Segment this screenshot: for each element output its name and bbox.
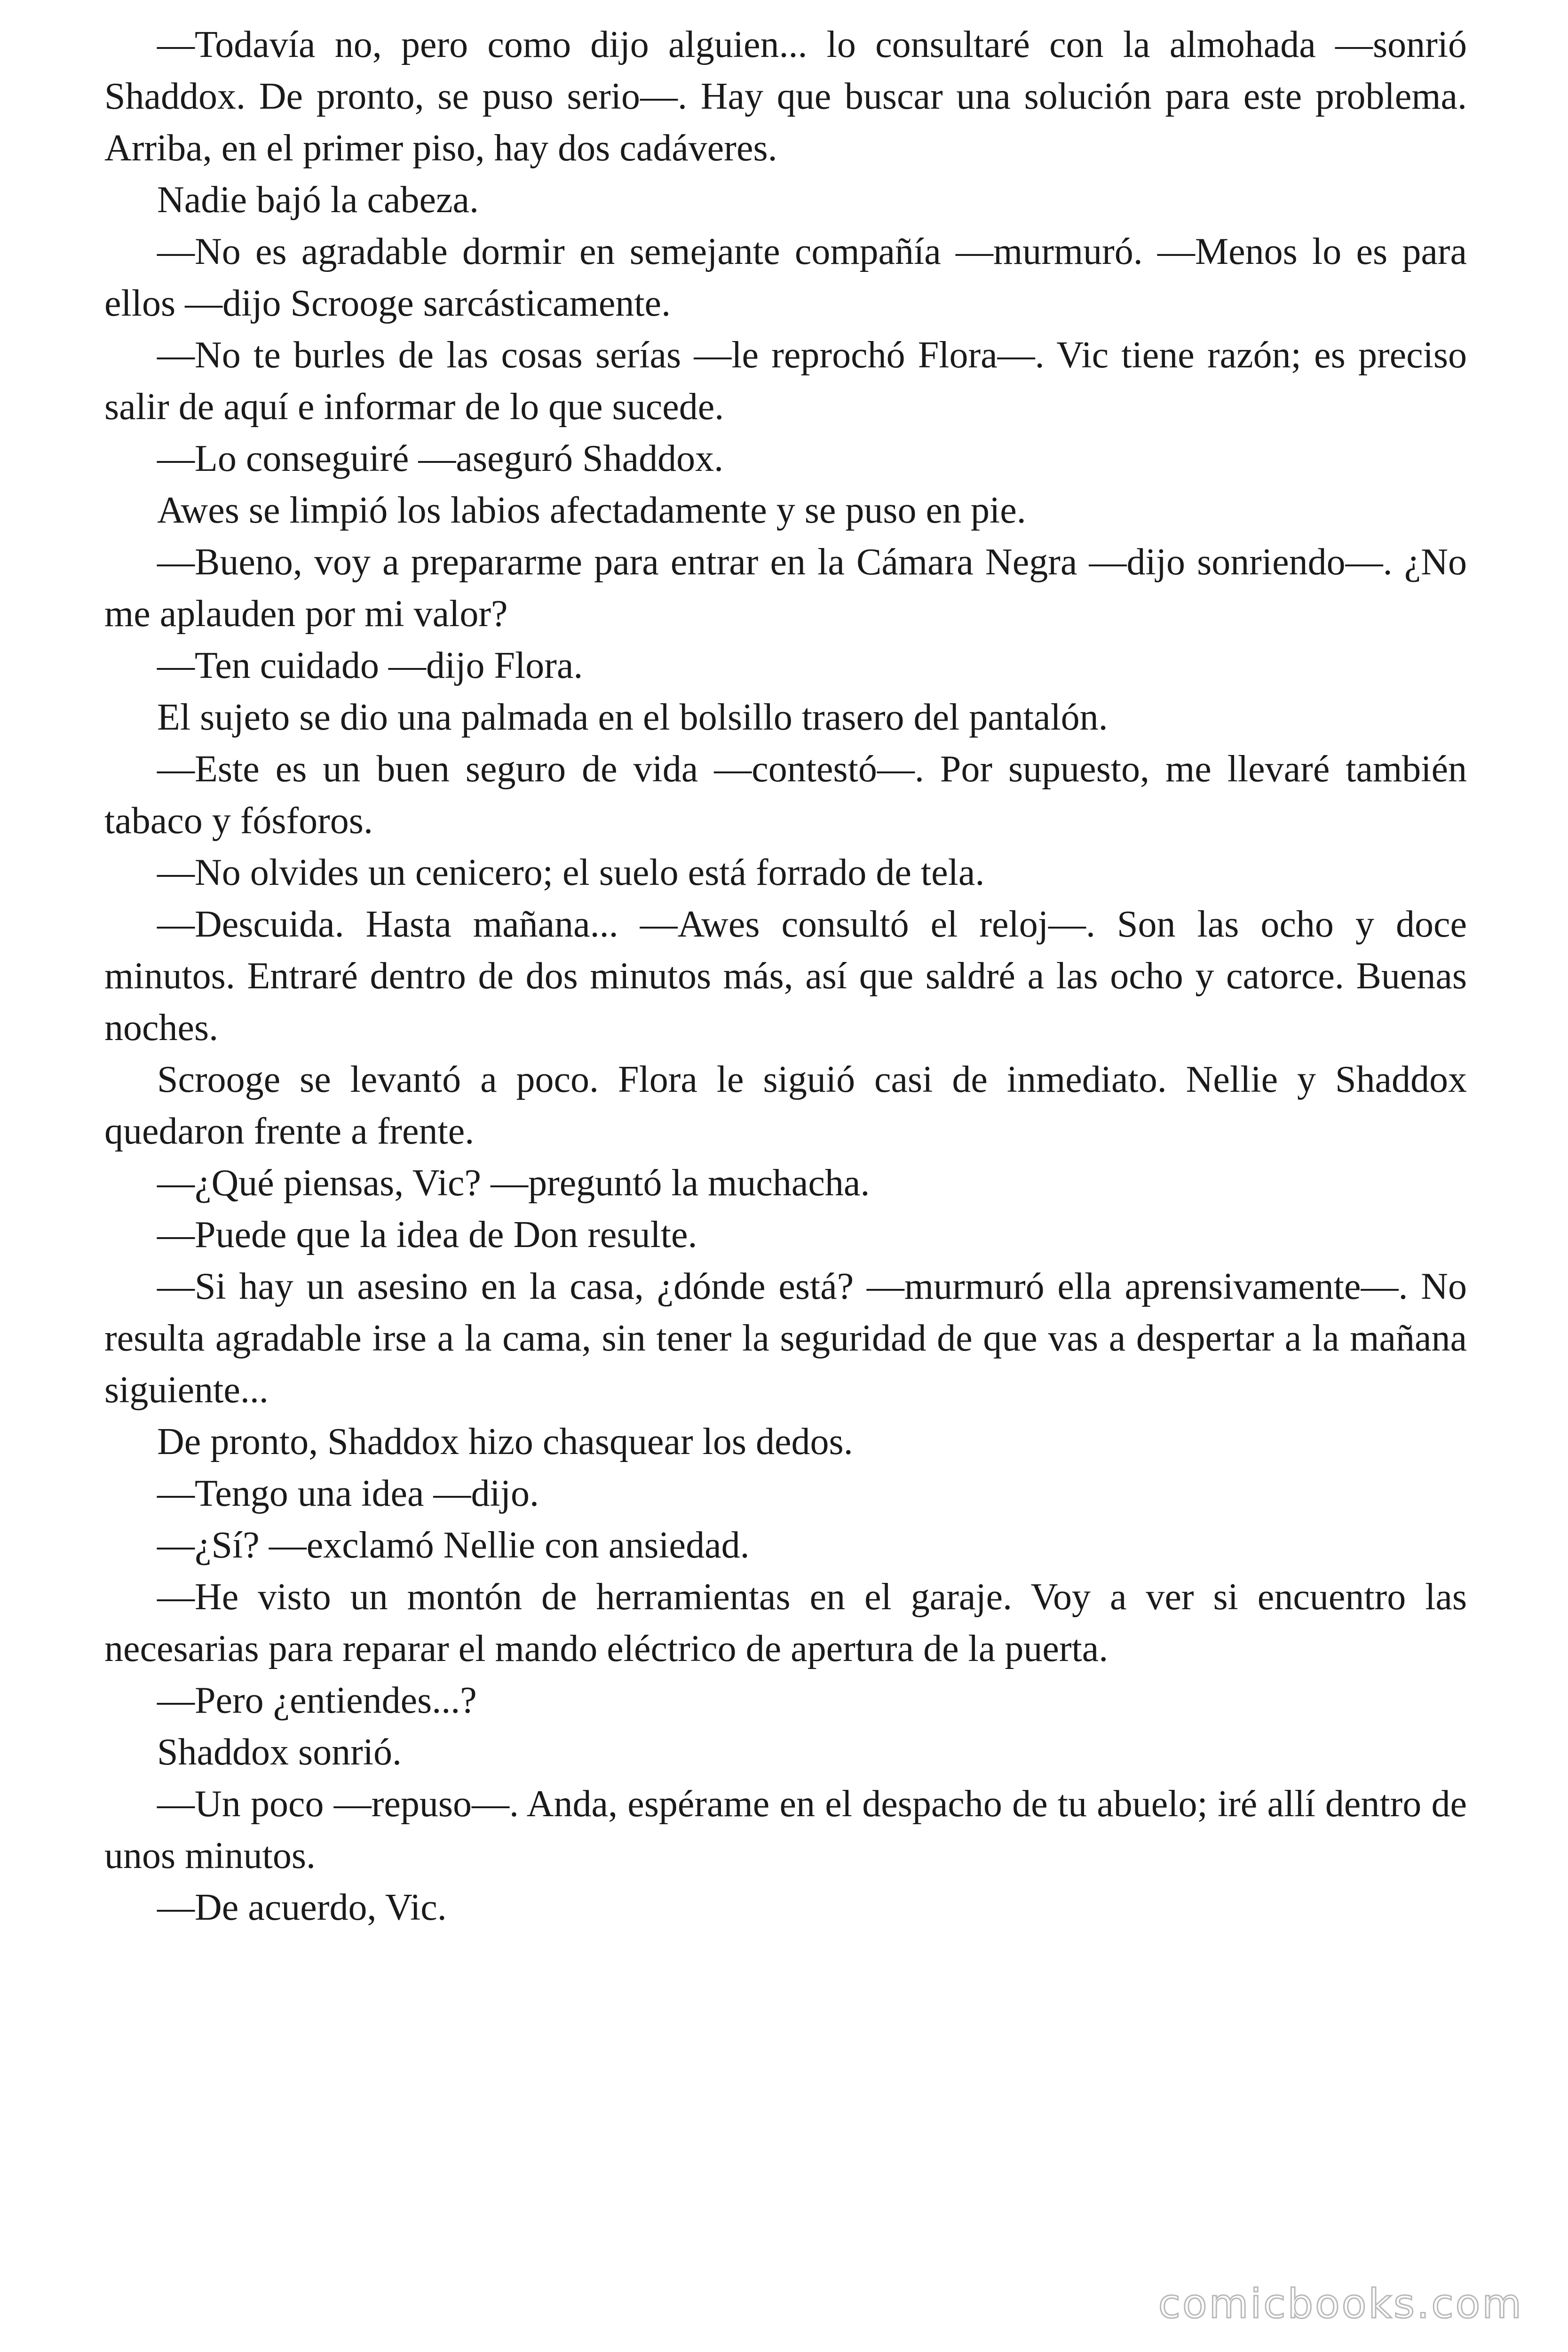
paragraph: El sujeto se dio una palmada en el bolsillo trasero del pantalón. (157, 697, 1108, 738)
paragraph: —¿Sí? —exclamó Nellie con ansiedad. (157, 1525, 750, 1566)
paragraph: De pronto, Shaddox hizo chasquear los dedos. (157, 1421, 853, 1462)
paragraph: Nadie bajó la cabeza. (157, 179, 479, 221)
paragraph: —Puede que la idea de Don resulte. (157, 1214, 697, 1255)
body-text (104, 19, 1467, 1933)
paragraph: —Si hay un asesino en la casa, ¿dónde está? —murmuró ella aprensivamente—. No resulta agradable irse a la cama, sin tener la seguridad de que vas a despertar a la mañana siguiente... (104, 1266, 1467, 1411)
paragraph: Shaddox sonrió. (157, 1732, 402, 1773)
paragraph: —No es agradable dormir en semejante compañía —murmuró. —Menos lo es para ellos —dijo Scrooge sarcásticamente. (104, 231, 1467, 324)
paragraph: —Este es un buen seguro de vida —contestó—. Por supuesto, me llevaré también tabaco y fósforos. (104, 748, 1467, 842)
paragraph: —Un poco —repuso—. Anda, espérame en el despacho de tu abuelo; iré allí dentro de unos minutos. (104, 1783, 1467, 1876)
paragraph: —Ten cuidado —dijo Flora. (157, 645, 583, 686)
paragraph: —Tengo una idea —dijo. (157, 1473, 539, 1514)
paragraph: —No olvides un cenicero; el suelo está forrado de tela. (157, 852, 985, 893)
paragraph: —No te burles de las cosas serías —le reprochó Flora—. Vic tiene razón; es preciso salir de aquí e informar de lo que sucede. (104, 334, 1467, 428)
paragraph: Awes se limpió los labios afectadamente y se puso en pie. (157, 490, 1026, 531)
paragraph: —Todavía no, pero como dijo alguien... lo consultaré con la almohada —sonrió Shaddox. De pronto, se puso serio—. Hay que buscar una solución para este problema. Arriba, en el primer piso, hay dos cadáveres. (104, 24, 1467, 169)
paragraph: —¿Qué piensas, Vic? —preguntó la muchacha. (157, 1162, 870, 1204)
paragraph: —De acuerdo, Vic. (157, 1887, 447, 1928)
paragraph: Scrooge se levantó a poco. Flora le siguió casi de inmediato. Nellie y Shaddox quedaron frente a frente. (104, 1059, 1467, 1152)
watermark: comicbooks.com (1158, 2280, 1523, 2328)
paragraph: —Pero ¿entiendes...? (157, 1680, 477, 1721)
paragraph: —He visto un montón de herramientas en el garaje. Voy a ver si encuentro las necesarias para reparar el mando eléctrico de apertura de la puerta. (104, 1576, 1467, 1669)
paragraph: —Descuida. Hasta mañana... —Awes consultó el reloj—. Son las ocho y doce minutos. Entraré dentro de dos minutos más, así que saldré a las ocho y catorce. Buenas noches. (104, 904, 1467, 1049)
paragraph: —Lo conseguiré —aseguró Shaddox. (157, 438, 724, 479)
paragraph: —Bueno, voy a prepararme para entrar en la Cámara Negra —dijo sonriendo—. ¿No me aplauden por mi valor? (104, 541, 1467, 635)
